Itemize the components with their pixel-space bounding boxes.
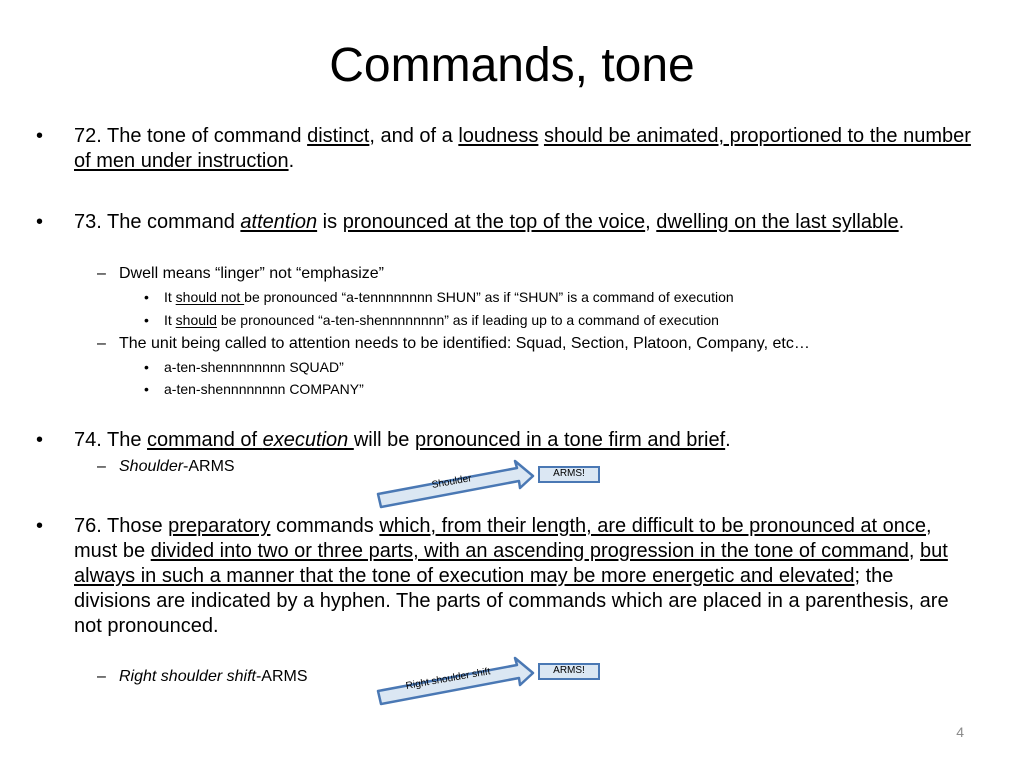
p76-text-5: ; the divisions are indicated by a hyphen. The parts of commands which are placed in a parenthesis, are not pronounced. — [74, 565, 949, 637]
dwell-sub-2-underline: should — [175, 312, 217, 328]
bullet-glyph: • — [144, 289, 149, 305]
slide-title: Commands, tone — [329, 39, 695, 92]
p72-underline-2: loudness — [458, 125, 539, 147]
bullet-glyph: • — [36, 515, 44, 537]
unit-item — [97, 334, 810, 354]
dwell-sub-2-text-2: be pronounced “a-ten-shennnnnnnn” as if leading up to a command of execution — [216, 312, 719, 328]
unit-text: The unit being called to attention needs to be identified: Squad, Section, Platoon, Company, etc… — [119, 335, 810, 352]
p76-underline-2: which, from their length, are difficult to be pronounced at once — [379, 515, 926, 537]
bullet-glyph: • — [144, 312, 149, 328]
p76-text-3: , must be — [74, 515, 932, 562]
bullet-74 — [36, 428, 974, 453]
p72-text-4: . — [288, 150, 295, 172]
unit-sub-2 — [144, 380, 364, 398]
p74-text-2: will be — [353, 429, 415, 451]
bullet-glyph: • — [144, 381, 149, 397]
dash-glyph: – — [97, 335, 106, 352]
dwell-sub-2 — [144, 311, 719, 329]
bullet-glyph: • — [36, 211, 44, 233]
dwell-sub-2-text-1: It — [164, 312, 176, 328]
p76-underline-3: divided into two or three parts, with an ascending progression in the tone of command — [150, 540, 909, 562]
p76-underline-1: preparatory — [168, 515, 271, 537]
dwell-sub-1-text-1: It — [164, 289, 176, 305]
p76-text-4: , — [908, 540, 921, 562]
p73-text-3: , — [645, 211, 657, 233]
p72-underline-1: distinct — [307, 125, 370, 147]
p72-text-1: 72. The tone of command — [74, 125, 308, 147]
p74-underline-1a: command of — [147, 429, 263, 451]
rss-arrow — [376, 655, 536, 705]
dash-glyph: – — [97, 458, 106, 475]
rss-arrow-label: Right shoulder shift — [405, 666, 492, 692]
p74-execution: execution — [262, 429, 354, 451]
dwell-sub-1-text-2: be pronounced “a-tennnnnnnn SHUN” as if “SHUN” is a command of execution — [244, 289, 734, 305]
rss-rest: -ARMS — [255, 668, 308, 685]
p73-attention: attention — [240, 211, 318, 233]
dash-glyph: – — [97, 265, 106, 282]
p73-text-1: 73. The command — [74, 211, 241, 233]
p74-text-3: . — [725, 429, 731, 451]
unit-sub-1 — [144, 358, 344, 376]
p73-underline-3: dwelling on the last syllable — [656, 211, 899, 233]
dwell-text: Dwell means “linger” not “emphasize” — [119, 265, 384, 282]
p73-underline-2: pronounced at the top of the voice — [342, 211, 646, 233]
bullet-76 — [36, 514, 974, 639]
p73-text-2: is — [317, 211, 343, 233]
bullet-73 — [36, 210, 974, 235]
shoulder-item — [97, 457, 235, 477]
unit-sub-2-text: a-ten-shennnnnnnn COMPANY” — [164, 381, 364, 397]
shoulder-arms-box: ARMS! — [538, 466, 600, 483]
shoulder-rest: -ARMS — [183, 458, 235, 475]
shoulder-italic: Shoulder — [119, 458, 184, 475]
dwell-sub-1-underline: should not — [175, 289, 245, 305]
bullet-glyph: • — [36, 429, 44, 451]
bullet-glyph: • — [36, 125, 44, 147]
p74-text-1: 74. The — [74, 429, 148, 451]
shoulder-arrow-label: Shoulder — [431, 473, 473, 491]
rss-arms-box: ARMS! — [538, 663, 600, 680]
dwell-item — [97, 264, 384, 284]
rss-italic: Right shoulder shift — [119, 668, 256, 685]
p74-underline-2: pronounced in a tone firm and brief — [414, 429, 726, 451]
dash-glyph: – — [97, 668, 106, 685]
bullet-72 — [36, 124, 974, 174]
page-number: 4 — [956, 724, 964, 740]
p76-underline-4: but always in such a manner that the tone of execution may be more energetic and elevated — [74, 540, 948, 587]
p76-text-1: 76. Those — [74, 515, 169, 537]
p76-text-2: commands — [270, 515, 380, 537]
shoulder-arrow — [376, 458, 536, 508]
bullet-glyph: • — [144, 359, 149, 375]
unit-sub-1-text: a-ten-shennnnnnnn SQUAD” — [164, 359, 344, 375]
dwell-sub-1 — [144, 288, 734, 306]
p72-text-2: , and of a — [369, 125, 459, 147]
p73-text-4: . — [898, 211, 905, 233]
p72-underline-3: should be animated, proportioned to the number of men under instruction — [74, 125, 971, 172]
rss-item — [97, 667, 308, 687]
